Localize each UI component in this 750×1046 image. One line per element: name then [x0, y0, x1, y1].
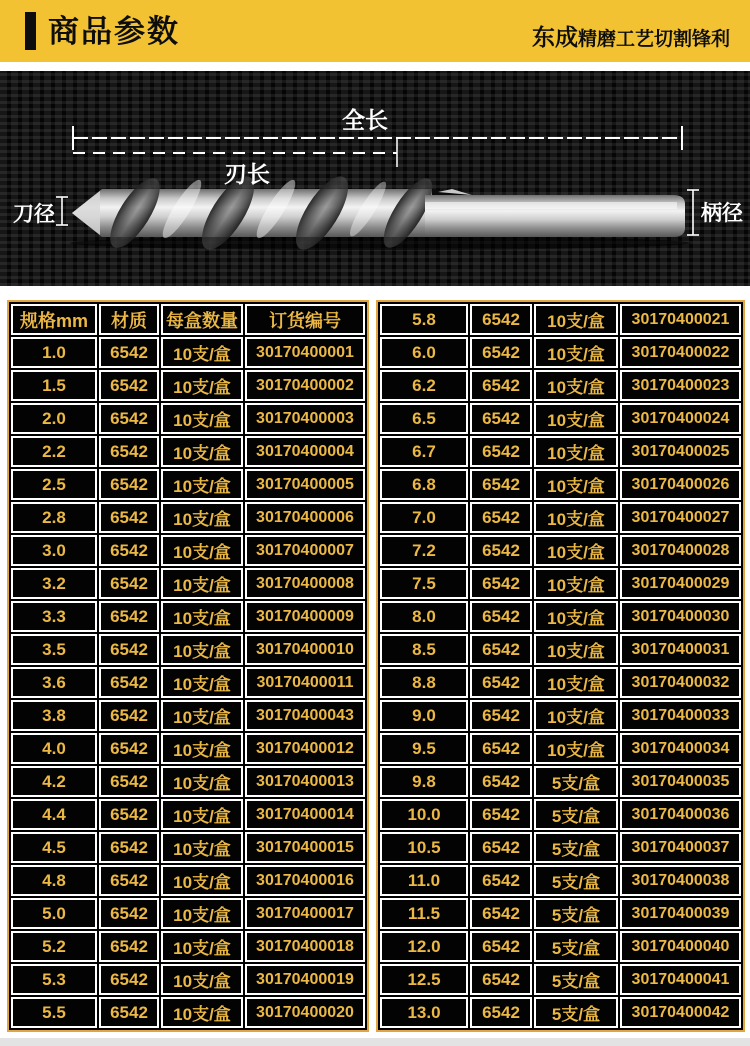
table-cell: 30170400038 [620, 865, 741, 896]
table-cell: 30170400034 [620, 733, 741, 764]
table-row [11, 502, 365, 533]
table-cell: 10支/盒 [534, 535, 618, 566]
table-cell: 30170400022 [620, 337, 741, 368]
table-cell: 8.8 [380, 667, 468, 698]
table-row [380, 304, 741, 335]
drill-shadow [70, 236, 690, 250]
table-cell: 6542 [470, 502, 532, 533]
title-accent-bar [25, 12, 36, 50]
table-cell: 6542 [470, 304, 532, 335]
table-cell: 10支/盒 [534, 634, 618, 665]
table-cell: 5.5 [11, 997, 97, 1028]
table-cell: 30170400007 [245, 535, 365, 566]
table-cell: 6542 [99, 502, 159, 533]
table-row [380, 469, 741, 500]
table-cell: 10支/盒 [161, 700, 243, 731]
table-cell: 10支/盒 [161, 733, 243, 764]
table-cell: 6542 [99, 865, 159, 896]
table-cell: 10支/盒 [161, 997, 243, 1028]
column-header-qty: 每盒数量 [161, 304, 243, 335]
spec-table-left [7, 300, 369, 1032]
table-cell: 5.3 [11, 964, 97, 995]
table-cell: 30170400012 [245, 733, 365, 764]
table-cell: 30170400025 [620, 436, 741, 467]
table-cell: 6542 [99, 832, 159, 863]
table-cell: 7.0 [380, 502, 468, 533]
table-cell: 10支/盒 [534, 733, 618, 764]
table-cell: 6542 [470, 568, 532, 599]
table-cell: 4.4 [11, 799, 97, 830]
table-cell: 30170400021 [620, 304, 741, 335]
table-cell: 6542 [470, 667, 532, 698]
table-cell: 6542 [99, 370, 159, 401]
table-row [380, 898, 741, 929]
table-row [380, 997, 741, 1028]
table-cell: 6542 [470, 733, 532, 764]
table-cell: 6542 [470, 766, 532, 797]
table-cell: 7.2 [380, 535, 468, 566]
table-cell: 10支/盒 [161, 964, 243, 995]
table-row [11, 964, 365, 995]
table-cell: 6542 [99, 700, 159, 731]
table-row [380, 832, 741, 863]
table-cell: 6542 [99, 931, 159, 962]
table-cell: 30170400035 [620, 766, 741, 797]
drill-bit-photo [0, 71, 750, 286]
table-cell: 5.0 [11, 898, 97, 929]
table-cell: 12.0 [380, 931, 468, 962]
table-cell: 6542 [470, 403, 532, 434]
table-row [380, 436, 741, 467]
table-row [11, 997, 365, 1028]
table-header-row [11, 304, 365, 335]
table-cell: 30170400033 [620, 700, 741, 731]
table-cell: 30170400016 [245, 865, 365, 896]
table-cell: 10支/盒 [161, 799, 243, 830]
table-cell: 2.2 [11, 436, 97, 467]
table-cell: 10支/盒 [161, 832, 243, 863]
table-cell: 30170400004 [245, 436, 365, 467]
table-cell: 10支/盒 [161, 535, 243, 566]
table-cell: 30170400028 [620, 535, 741, 566]
table-cell: 10支/盒 [534, 667, 618, 698]
table-cell: 6542 [470, 601, 532, 632]
table-row [11, 568, 365, 599]
table-cell: 1.0 [11, 337, 97, 368]
table-cell: 10支/盒 [161, 766, 243, 797]
table-cell: 11.5 [380, 898, 468, 929]
table-cell: 30170400005 [245, 469, 365, 500]
table-cell: 6.7 [380, 436, 468, 467]
table-row [380, 964, 741, 995]
table-row [11, 898, 365, 929]
spec-table-right [376, 300, 745, 1032]
table-cell: 10支/盒 [161, 634, 243, 665]
table-cell: 30170400020 [245, 997, 365, 1028]
table-cell: 6542 [470, 832, 532, 863]
table-cell: 30170400013 [245, 766, 365, 797]
table-cell: 30170400024 [620, 403, 741, 434]
table-cell: 10支/盒 [161, 436, 243, 467]
table-row [11, 931, 365, 962]
table-cell: 30170400037 [620, 832, 741, 863]
table-cell: 10支/盒 [161, 370, 243, 401]
table-cell: 30170400043 [245, 700, 365, 731]
table-cell: 6542 [470, 634, 532, 665]
table-row [11, 370, 365, 401]
table-cell: 30170400011 [245, 667, 365, 698]
table-cell: 30170400042 [620, 997, 741, 1028]
table-cell: 3.0 [11, 535, 97, 566]
table-cell: 10支/盒 [534, 469, 618, 500]
table-cell: 10.0 [380, 799, 468, 830]
table-cell: 11.0 [380, 865, 468, 896]
table-cell: 6542 [99, 766, 159, 797]
section-header [0, 0, 750, 62]
table-cell: 30170400015 [245, 832, 365, 863]
table-cell: 4.2 [11, 766, 97, 797]
table-cell: 30170400027 [620, 502, 741, 533]
table-cell: 30170400030 [620, 601, 741, 632]
table-cell: 4.0 [11, 733, 97, 764]
table-cell: 30170400003 [245, 403, 365, 434]
table-row [11, 766, 365, 797]
table-cell: 30170400029 [620, 568, 741, 599]
table-cell: 30170400014 [245, 799, 365, 830]
table-cell: 6.0 [380, 337, 468, 368]
table-row [380, 502, 741, 533]
table-cell: 30170400001 [245, 337, 365, 368]
table-row [380, 799, 741, 830]
table-cell: 6542 [99, 436, 159, 467]
table-row [380, 766, 741, 797]
table-cell: 6542 [99, 535, 159, 566]
table-cell: 30170400041 [620, 964, 741, 995]
table-cell: 6542 [470, 898, 532, 929]
table-cell: 6542 [470, 469, 532, 500]
table-row [380, 535, 741, 566]
table-cell: 30170400006 [245, 502, 365, 533]
table-row [11, 700, 365, 731]
table-cell: 6542 [470, 931, 532, 962]
table-row [380, 370, 741, 401]
brand-name: 东成 [531, 23, 578, 50]
table-cell: 6542 [470, 700, 532, 731]
table-cell: 5支/盒 [534, 865, 618, 896]
table-row [11, 436, 365, 467]
table-cell: 30170400019 [245, 964, 365, 995]
table-cell: 2.8 [11, 502, 97, 533]
table-cell: 30170400032 [620, 667, 741, 698]
table-cell: 6542 [470, 865, 532, 896]
table-cell: 10支/盒 [161, 469, 243, 500]
table-cell: 7.5 [380, 568, 468, 599]
table-cell: 10支/盒 [534, 436, 618, 467]
table-cell: 10支/盒 [534, 700, 618, 731]
table-cell: 5支/盒 [534, 931, 618, 962]
flute-length-label: 刃长 [224, 161, 270, 187]
table-cell: 10支/盒 [161, 403, 243, 434]
shank-diameter-label: 柄径 [701, 202, 743, 225]
table-row [380, 865, 741, 896]
table-cell: 10支/盒 [534, 337, 618, 368]
table-cell: 6542 [99, 733, 159, 764]
table-row [11, 601, 365, 632]
table-cell: 9.5 [380, 733, 468, 764]
table-cell: 30170400040 [620, 931, 741, 962]
table-cell: 10支/盒 [534, 370, 618, 401]
table-cell: 10支/盒 [534, 502, 618, 533]
total-length-label: 全长 [342, 107, 388, 133]
table-cell: 10支/盒 [161, 865, 243, 896]
drill-bit-diagram [0, 71, 750, 286]
table-cell: 4.8 [11, 865, 97, 896]
table-cell: 8.5 [380, 634, 468, 665]
table-cell: 30170400031 [620, 634, 741, 665]
table-row [11, 667, 365, 698]
column-header-spec: 规格mm [11, 304, 97, 335]
table-cell: 6542 [470, 337, 532, 368]
table-cell: 5支/盒 [534, 964, 618, 995]
table-row [11, 733, 365, 764]
tagline-text: 精磨工艺切割锋利 [577, 28, 730, 50]
table-cell: 10支/盒 [534, 601, 618, 632]
table-cell: 10支/盒 [161, 931, 243, 962]
bit-diameter-label: 刀径 [13, 203, 55, 226]
table-cell: 13.0 [380, 997, 468, 1028]
table-cell: 6542 [470, 964, 532, 995]
table-cell: 5.8 [380, 304, 468, 335]
table-row [11, 337, 365, 368]
table-cell: 5支/盒 [534, 832, 618, 863]
table-cell: 4.5 [11, 832, 97, 863]
table-row [11, 634, 365, 665]
table-row [380, 403, 741, 434]
table-cell: 5支/盒 [534, 898, 618, 929]
table-row [11, 469, 365, 500]
table-cell: 6542 [99, 997, 159, 1028]
table-cell: 30170400017 [245, 898, 365, 929]
table-cell: 6542 [99, 667, 159, 698]
table-cell: 30170400018 [245, 931, 365, 962]
table-cell: 30170400009 [245, 601, 365, 632]
table-cell: 5.2 [11, 931, 97, 962]
drill-shank [425, 189, 685, 237]
bottom-strip [0, 1038, 750, 1046]
table-cell: 6542 [99, 601, 159, 632]
table-row [380, 337, 741, 368]
table-row [11, 799, 365, 830]
table-cell: 6542 [470, 799, 532, 830]
table-cell: 6542 [470, 997, 532, 1028]
bit-diameter-dimension [56, 197, 68, 225]
table-cell: 3.8 [11, 700, 97, 731]
table-cell: 12.5 [380, 964, 468, 995]
table-cell: 3.2 [11, 568, 97, 599]
table-cell: 10支/盒 [161, 667, 243, 698]
table-row [380, 568, 741, 599]
table-row [380, 601, 741, 632]
table-cell: 3.5 [11, 634, 97, 665]
table-cell: 3.3 [11, 601, 97, 632]
table-cell: 6542 [470, 436, 532, 467]
table-cell: 30170400023 [620, 370, 741, 401]
table-cell: 6542 [470, 370, 532, 401]
table-row [11, 865, 365, 896]
table-row [380, 667, 741, 698]
brand-tagline [532, 11, 730, 52]
column-header-order-no: 订货编号 [245, 304, 365, 335]
table-row [11, 403, 365, 434]
table-cell: 6542 [99, 964, 159, 995]
table-cell: 9.8 [380, 766, 468, 797]
table-cell: 6.5 [380, 403, 468, 434]
table-cell: 10支/盒 [161, 601, 243, 632]
table-cell: 30170400010 [245, 634, 365, 665]
table-cell: 10支/盒 [161, 898, 243, 929]
table-cell: 5支/盒 [534, 799, 618, 830]
table-cell: 6542 [99, 568, 159, 599]
table-cell: 6542 [99, 337, 159, 368]
column-header-material: 材质 [99, 304, 159, 335]
table-cell: 30170400002 [245, 370, 365, 401]
table-cell: 2.5 [11, 469, 97, 500]
page-title: 商品参数 [48, 13, 180, 49]
table-cell: 10支/盒 [161, 337, 243, 368]
table-cell: 6542 [99, 898, 159, 929]
table-cell: 5支/盒 [534, 997, 618, 1028]
table-cell: 8.0 [380, 601, 468, 632]
header-divider [0, 62, 750, 71]
table-cell: 1.5 [11, 370, 97, 401]
table-cell: 6542 [99, 403, 159, 434]
table-cell: 6542 [99, 799, 159, 830]
table-cell: 30170400039 [620, 898, 741, 929]
table-row [380, 931, 741, 962]
table-cell: 6542 [470, 535, 532, 566]
table-cell: 3.6 [11, 667, 97, 698]
table-row [11, 832, 365, 863]
table-cell: 10支/盒 [534, 403, 618, 434]
table-cell: 10支/盒 [161, 502, 243, 533]
table-cell: 10支/盒 [534, 568, 618, 599]
table-cell: 5支/盒 [534, 766, 618, 797]
table-cell: 30170400008 [245, 568, 365, 599]
table-cell: 6542 [99, 634, 159, 665]
table-cell: 6542 [99, 469, 159, 500]
table-row [380, 700, 741, 731]
table-row [380, 634, 741, 665]
table-cell: 30170400026 [620, 469, 741, 500]
table-cell: 10支/盒 [534, 304, 618, 335]
table-cell: 6.8 [380, 469, 468, 500]
table-cell: 10支/盒 [161, 568, 243, 599]
table-cell: 9.0 [380, 700, 468, 731]
table-row [11, 535, 365, 566]
table-row [380, 733, 741, 764]
table-cell: 30170400036 [620, 799, 741, 830]
shank-diameter-dimension [687, 190, 699, 235]
spec-tables-section [0, 286, 750, 1032]
table-cell: 10.5 [380, 832, 468, 863]
table-cell: 6.2 [380, 370, 468, 401]
table-cell: 2.0 [11, 403, 97, 434]
